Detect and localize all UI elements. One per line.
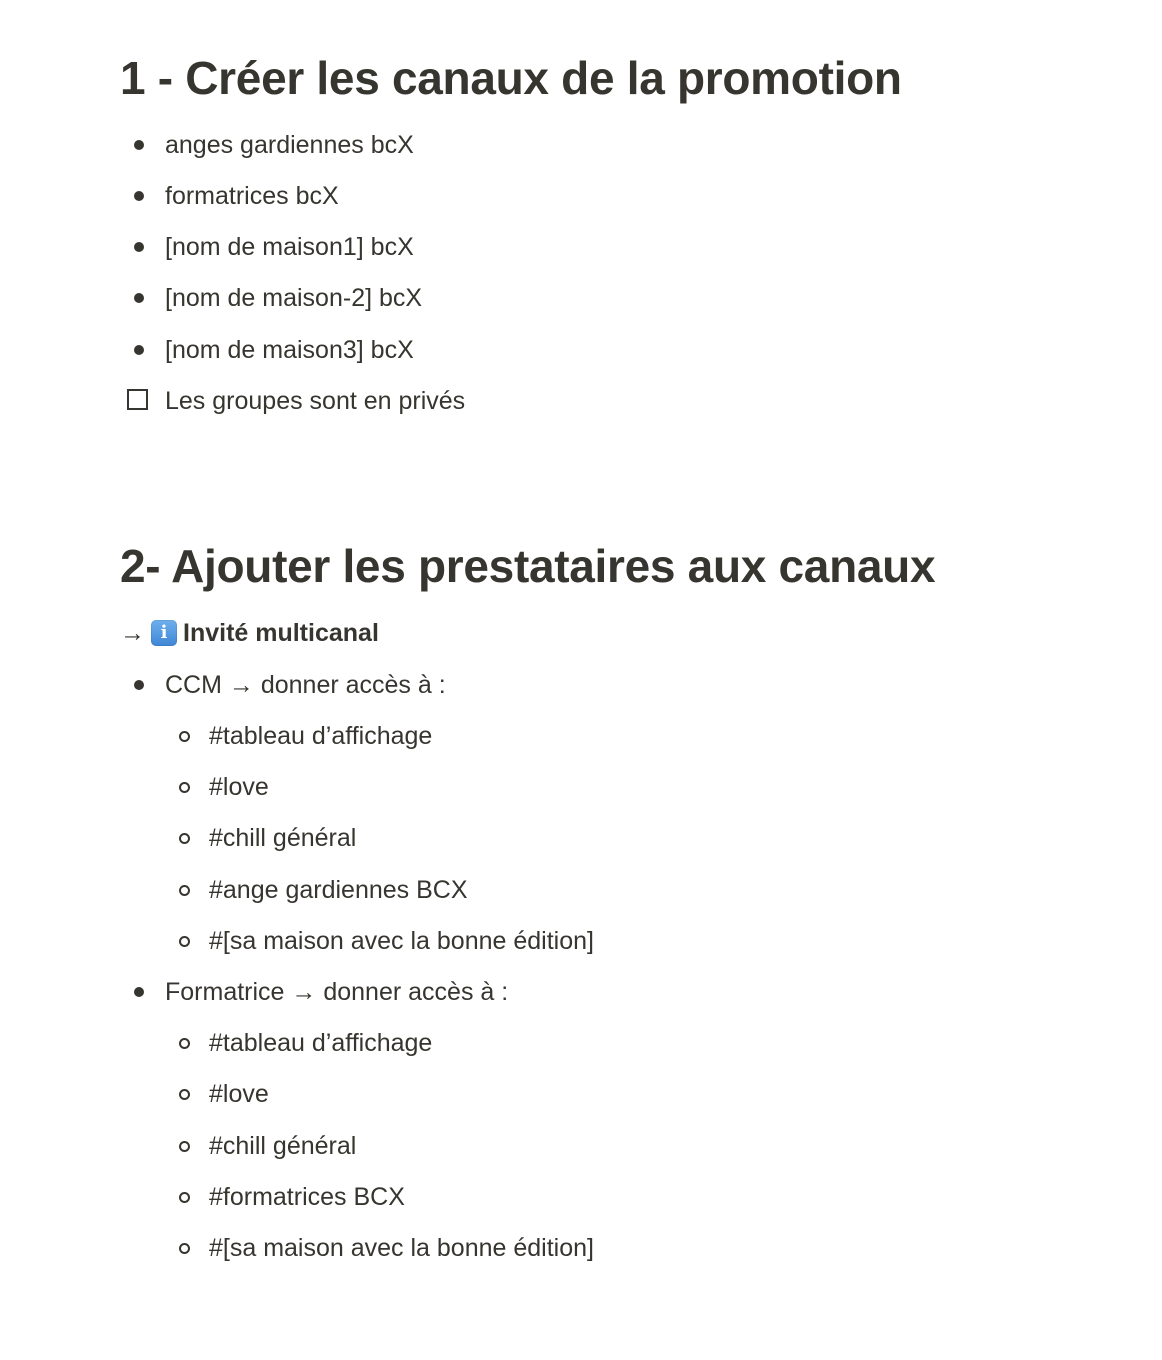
callout-link[interactable] <box>120 618 379 648</box>
bullet-icon <box>134 987 144 997</box>
hollow-bullet-icon <box>179 1089 190 1100</box>
hollow-bullet-icon <box>179 731 190 742</box>
list-item-text: anges gardiennes bcX <box>165 131 414 159</box>
bullet-icon <box>134 191 144 201</box>
bullet-icon <box>134 140 144 150</box>
todo-checkbox[interactable] <box>127 389 148 410</box>
section-1-heading: 1 - Créer les canaux de la promotion <box>120 52 902 104</box>
sub-list-item-text: #[sa maison avec la bonne édition] <box>209 927 594 955</box>
list-item-text: [nom de maison3] bcX <box>165 336 414 364</box>
todo-label: Les groupes sont en privés <box>165 387 466 415</box>
hollow-bullet-icon <box>179 1141 190 1152</box>
bullet-icon <box>134 242 144 252</box>
hollow-bullet-icon <box>179 1038 190 1049</box>
sub-list-item-text: #love <box>209 773 269 801</box>
hollow-bullet-icon <box>179 833 190 844</box>
arrow-right-icon: → <box>120 618 145 647</box>
hollow-bullet-icon <box>179 885 190 896</box>
bullet-icon <box>134 293 144 303</box>
sub-list-item-text: #formatrices BCX <box>209 1183 405 1211</box>
list-item-text: CCM → donner accès à : <box>165 671 446 699</box>
hollow-bullet-icon <box>179 782 190 793</box>
sub-list-item-text: #love <box>209 1080 269 1108</box>
sub-list-item-text: #tableau d’affichage <box>209 722 433 750</box>
sub-list-item-text: #chill général <box>209 824 357 852</box>
sub-list-item-text: #tableau d’affichage <box>209 1029 433 1057</box>
callout-label: Invité multicanal <box>183 618 379 647</box>
hollow-bullet-icon <box>179 936 190 947</box>
list-item-text: Formatrice → donner accès à : <box>165 978 509 1006</box>
bullet-icon <box>134 680 144 690</box>
hollow-bullet-icon <box>179 1192 190 1203</box>
sub-list-item-text: #chill général <box>209 1132 357 1160</box>
info-icon: i <box>151 620 177 646</box>
sub-list-item-text: #[sa maison avec la bonne édition] <box>209 1234 594 1262</box>
bullet-icon <box>134 345 144 355</box>
section-2-heading: 2- Ajouter les prestataires aux canaux <box>120 540 936 592</box>
sub-list-item-text: #ange gardiennes BCX <box>209 876 468 904</box>
hollow-bullet-icon <box>179 1243 190 1254</box>
list-item-text: [nom de maison-2] bcX <box>165 284 423 312</box>
list-item-text: formatrices bcX <box>165 182 339 210</box>
list-item-text: [nom de maison1] bcX <box>165 233 414 261</box>
